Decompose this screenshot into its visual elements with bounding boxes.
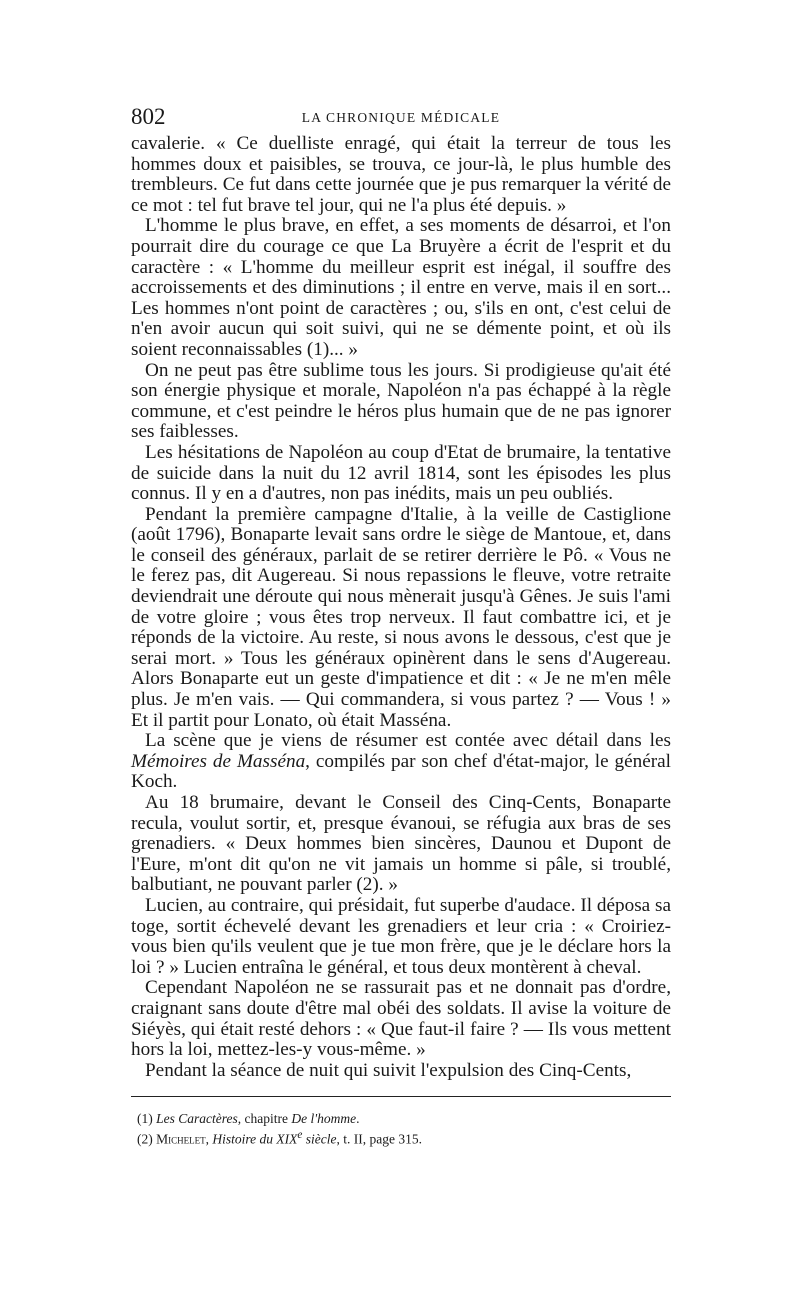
paragraph: Les hésitations de Napoléon au coup d'Etat de brumaire, la tentative de suicide dans la nuit du 12 avril 1814, sont les épisodes les plus connus. Il y en a d'autres, non pas inédits, mais un peu oubliés.	[131, 441, 671, 505]
author-name: Michelet	[156, 1131, 206, 1147]
body-text	[131, 134, 671, 1081]
page-header	[131, 104, 671, 130]
paragraph: Pendant la séance de nuit qui suivit l'expulsion des Cinq-Cents,	[145, 1059, 632, 1081]
footnotes	[137, 1110, 671, 1148]
running-title: LA CHRONIQUE MÉDICALE	[301, 110, 501, 125]
paragraph: Pendant la première campagne d'Italie, à la veille de Castiglione (août 1796), Bonaparte levait sans ordre le siège de Mantoue, et, dans le conseil des généraux, parlait de se retirer derrière le Pô. « Vous ne le ferez pas, dit Augereau. Si nous repassions le fleuve, votre retraite deviendrait une déroute qui nous mènerait jusqu'à Gênes. Je suis l'ami de votre gloire ; vous êtes trop nerveux. Il faut combattre ici, et je réponds de la victoire. Au reste, si nous avons le dessous, c'est que je serai mort. » Tous les généraux opinèrent dans le sens d'Augereau. Alors Bonaparte eut un geste d'impatience et dit : « Je ne m'en mêle plus. Je m'en vais. — Qui commandera, si vous partez ? — Vous ! » Et il partit pour Lonato, où était Masséna.	[131, 503, 671, 731]
paragraph: Cependant Napoléon ne se rassurait pas et ne donnait pas d'ordre, craignant sans doute d'être mal obéi des soldats. Il avise la voiture de Siéyès, qui était resté dehors : « Que faut-il faire ? — Ils vous mettent hors la loi, mettez-les-y vous-même. »	[131, 977, 671, 1061]
paragraph: cavalerie. « Ce duelliste enragé, qui était la terreur de tous les hommes doux et paisibles, se trouva, ce jour-là, le plus humble des trembleurs. Ce fut dans cette journée que je pus remarquer la vérité de ce mot : tel fut brave tel jour, qui ne l'a plus été depuis. »	[131, 133, 671, 216]
footnote-1: (1) Les Caractères, chapitre De l'homme.	[137, 1111, 360, 1126]
paragraph: On ne peut pas être sublime tous les jours. Si prodigieuse qu'ait été son énergie physique et morale, Napoléon n'a pas échappé à la règle commune, et c'est peindre le héros plus humain que de ne pas ignorer ses faiblesses.	[131, 359, 671, 443]
paragraph: Lucien, au contraire, qui présidait, fut superbe d'audace. Il déposa sa toge, sortit échevelé devant les grenadiers et leur cria : « Croiriez-vous bien qu'ils veulent que je tue mon frère, que je le déclare hors la loi ? » Lucien entraîna le général, et tous deux montèrent à cheval.	[131, 894, 671, 978]
paragraph: L'homme le plus brave, en effet, a ses moments de désarroi, et l'on pourrait dire du courage ce que La Bruyère a écrit de l'esprit et du caractère : « L'homme du meilleur esprit est inégal, il souffre des accroissements et des diminutions ; il entre en verve, mais il en sort... Les hommes n'ont point de caractères ; ou, s'ils en ont, c'est celui de n'en avoir aucun qui soit suivi, qui ne se démente point, et où ils soient reconnaissables (1)... »	[131, 215, 671, 360]
footnote-2: (2) Michelet, Histoire du XIXe siècle, t. II, page 315.	[137, 1129, 422, 1147]
footnote-divider	[131, 1096, 671, 1097]
italic-title: Mémoires de Masséna	[131, 750, 306, 772]
paragraph: Au 18 brumaire, devant le Conseil des Cinq-Cents, Bonaparte recula, voulut sortir, et, presque évanoui, se réfugia aux bras de ses grenadiers. « Deux hommes bien sincères, Daunou et Dupont de l'Eure, m'ont dit qu'on ne vit jamais un homme si pâle, si troublé, balbutiant, ne pouvant parler (2). »	[131, 792, 671, 896]
page-number: 802	[131, 104, 166, 129]
paragraph: La scène que je viens de résumer est contée avec détail dans les Mémoires de Masséna, compilés par son chef d'état-major, le général Koch.	[131, 730, 671, 793]
